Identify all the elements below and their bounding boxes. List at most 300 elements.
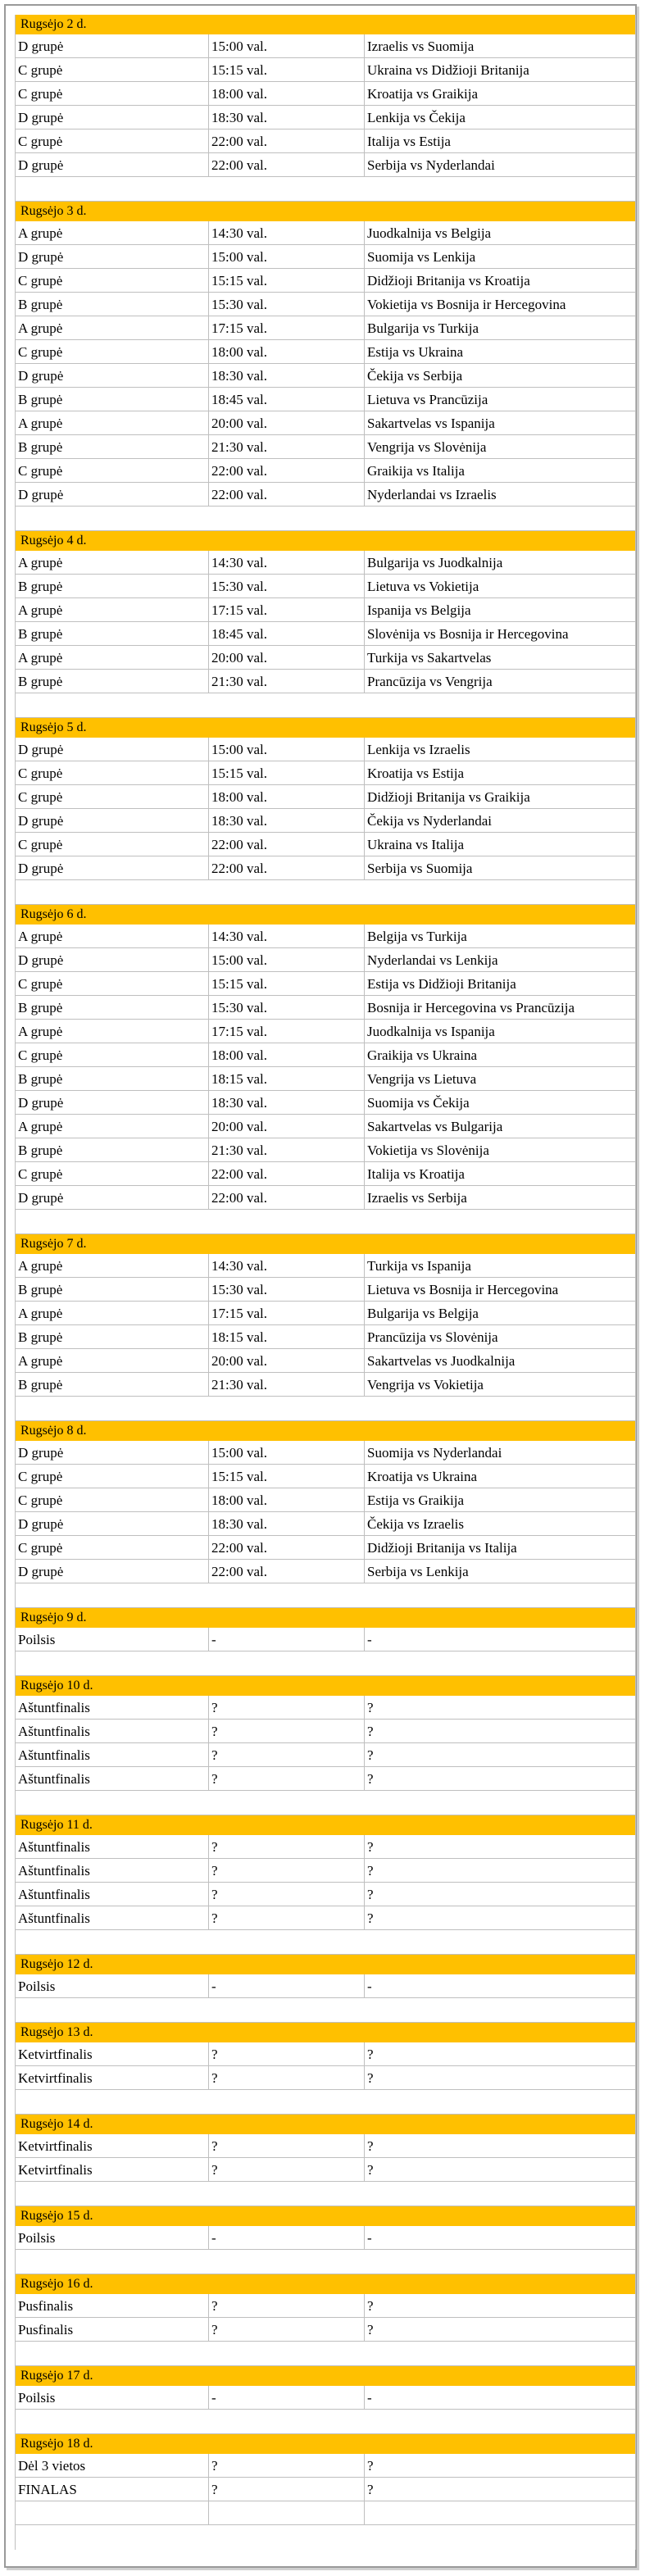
spacer-row [15,1583,636,1608]
match-cell: ? [364,1696,636,1720]
match-cell: Nyderlandai vs Izraelis [364,483,636,507]
table-row [15,340,636,364]
time-cell: ? [208,1835,364,1859]
table-row [15,2478,636,2501]
time-cell: 15:00 val. [208,738,364,761]
time-cell: 15:00 val. [208,34,364,58]
time-cell: ? [208,1743,364,1767]
table-row [15,1488,636,1512]
day-header: Rugsėjo 17 d. [15,2366,636,2386]
day-header: Rugsėjo 12 d. [15,1955,636,1974]
group-cell: D grupė [15,1441,208,1465]
match-cell: Nyderlandai vs Lenkija [364,948,636,972]
time-cell: ? [208,1883,364,1906]
time-cell: 18:45 val. [208,388,364,411]
time-cell: - [208,2226,364,2250]
match-cell: Bulgarija vs Belgija [364,1302,636,1325]
group-cell: A grupė [15,221,208,245]
time-cell: 15:30 val. [208,575,364,598]
day-header: Rugsėjo 2 d. [15,15,636,34]
spacer-row [15,1210,636,1234]
group-cell: C grupė [15,1488,208,1512]
table-row [15,58,636,82]
group-cell: Aštuntfinalis [15,1720,208,1743]
table-row [15,1162,636,1186]
group-cell: C grupė [15,269,208,293]
table-row [15,2294,636,2318]
group-cell: D grupė [15,1560,208,1583]
time-cell: 20:00 val. [208,1349,364,1373]
table-row [15,1883,636,1906]
time-cell: - [208,1974,364,1998]
table-row [15,1696,636,1720]
match-cell: ? [364,1906,636,1930]
match-cell: ? [364,1720,636,1743]
table-row [15,411,636,435]
table-row [15,1349,636,1373]
group-cell: C grupė [15,833,208,856]
group-cell: B grupė [15,1373,208,1397]
table-row [15,1138,636,1162]
match-cell: Vengrija vs Vokietija [364,1373,636,1397]
table-row [15,785,636,809]
table-row [15,948,636,972]
table-row [15,2066,636,2090]
table-row [15,1628,636,1651]
match-cell: Estija vs Ukraina [364,340,636,364]
time-cell: ? [208,2134,364,2158]
time-cell: 22:00 val. [208,1186,364,1210]
table-row [15,1186,636,1210]
match-cell: Slovėnija vs Bosnija ir Hercegovina [364,622,636,646]
table-row [15,1020,636,1043]
day-block [15,905,636,1234]
group-cell: D grupė [15,738,208,761]
group-cell: Poilsis [15,1974,208,1998]
match-cell: ? [364,1835,636,1859]
group-cell: A grupė [15,316,208,340]
day-block [15,2115,636,2206]
time-cell: 17:15 val. [208,1302,364,1325]
group-cell: B grupė [15,293,208,316]
table-row [15,1325,636,1349]
match-cell: Vokietija vs Slovėnija [364,1138,636,1162]
group-cell: Ketvirtfinalis [15,2158,208,2182]
table-row [15,738,636,761]
group-cell: D grupė [15,948,208,972]
match-cell: Kroatija vs Estija [364,761,636,785]
match-cell: Italija vs Estija [364,129,636,153]
time-cell: 22:00 val. [208,1162,364,1186]
group-cell: D grupė [15,1091,208,1115]
match-cell: Izraelis vs Suomija [364,34,636,58]
spacer-row [15,1998,636,2023]
day-block [15,2366,636,2434]
group-cell: C grupė [15,1536,208,1560]
group-cell: B grupė [15,575,208,598]
group-cell: Aštuntfinalis [15,1883,208,1906]
time-cell: 18:45 val. [208,622,364,646]
day-block [15,2206,636,2274]
match-cell: Prancūzija vs Vengrija [364,670,636,693]
spacer-row [15,2182,636,2206]
match-cell: Lenkija vs Izraelis [364,738,636,761]
group-cell [15,2501,208,2525]
table-row [15,82,636,106]
group-cell: B grupė [15,996,208,1020]
group-cell: B grupė [15,670,208,693]
match-cell: Estija vs Graikija [364,1488,636,1512]
match-cell: Kroatija vs Ukraina [364,1465,636,1488]
match-cell: Suomija vs Čekija [364,1091,636,1115]
time-cell: 15:15 val. [208,761,364,785]
table-row [15,2158,636,2182]
match-cell: ? [364,2066,636,2090]
table-row [15,293,636,316]
time-cell: ? [208,1859,364,1883]
table-row [15,1278,636,1302]
group-cell: Poilsis [15,1628,208,1651]
group-cell: D grupė [15,809,208,833]
time-cell: 18:15 val. [208,1325,364,1349]
table-row [15,2454,636,2478]
time-cell: 21:30 val. [208,670,364,693]
match-cell: Lietuva vs Vokietija [364,575,636,598]
day-header: Rugsėjo 10 d. [15,1676,636,1696]
match-cell: Serbija vs Suomija [364,856,636,880]
table-row [15,1859,636,1883]
group-cell: A grupė [15,598,208,622]
match-cell: Vengrija vs Slovėnija [364,435,636,459]
day-block [15,531,636,718]
table-row [15,1373,636,1397]
time-cell: ? [208,1696,364,1720]
group-cell: D grupė [15,106,208,129]
table-row [15,833,636,856]
day-block [15,15,636,202]
spacer-row [15,2525,636,2550]
time-cell: ? [208,1767,364,1791]
day-header: Rugsėjo 13 d. [15,2023,636,2042]
day-header: Rugsėjo 8 d. [15,1421,636,1441]
table-row [15,996,636,1020]
group-cell: D grupė [15,1186,208,1210]
table-row [15,972,636,996]
group-cell: Poilsis [15,2226,208,2250]
time-cell: 14:30 val. [208,551,364,575]
time-cell: 15:00 val. [208,1441,364,1465]
time-cell: 20:00 val. [208,646,364,670]
spacer-row [15,177,636,202]
time-cell: 18:15 val. [208,1067,364,1091]
group-cell: FINALAS [15,2478,208,2501]
table-row [15,153,636,177]
match-cell: Ukraina vs Italija [364,833,636,856]
time-cell: 22:00 val. [208,856,364,880]
match-cell: Ukraina vs Didžioji Britanija [364,58,636,82]
match-cell: - [364,1628,636,1651]
group-cell: D grupė [15,245,208,269]
day-header: Rugsėjo 18 d. [15,2434,636,2454]
time-cell: 14:30 val. [208,925,364,948]
spacer-row [15,1791,636,1815]
day-header: Rugsėjo 9 d. [15,1608,636,1628]
group-cell: Ketvirtfinalis [15,2042,208,2066]
group-cell: A grupė [15,1254,208,1278]
table-row [15,483,636,507]
match-cell: Italija vs Kroatija [364,1162,636,1186]
time-cell: - [208,2386,364,2410]
table-row [15,1067,636,1091]
day-header: Rugsėjo 16 d. [15,2274,636,2294]
table-row [15,1536,636,1560]
time-cell: ? [208,1720,364,1743]
group-cell: Aštuntfinalis [15,1696,208,1720]
group-cell: C grupė [15,58,208,82]
group-cell: B grupė [15,1278,208,1302]
group-cell: C grupė [15,761,208,785]
group-cell: C grupė [15,340,208,364]
match-cell: ? [364,1859,636,1883]
day-block [15,718,636,905]
group-cell: D grupė [15,1512,208,1536]
match-cell: Juodkalnija vs Belgija [364,221,636,245]
table-row [15,2318,636,2342]
table-row [15,1974,636,1998]
day-header: Rugsėjo 5 d. [15,718,636,738]
match-cell: Vengrija vs Lietuva [364,1067,636,1091]
group-cell: Aštuntfinalis [15,1906,208,1930]
match-cell: Serbija vs Lenkija [364,1560,636,1583]
group-cell: A grupė [15,1020,208,1043]
group-cell: Poilsis [15,2386,208,2410]
table-row [15,809,636,833]
match-cell: Belgija vs Turkija [364,925,636,948]
time-cell: ? [208,2294,364,2318]
group-cell: Aštuntfinalis [15,1767,208,1791]
table-row [15,34,636,58]
group-cell: B grupė [15,388,208,411]
time-cell: 22:00 val. [208,483,364,507]
group-cell: B grupė [15,1325,208,1349]
group-cell: D grupė [15,483,208,507]
table-row [15,221,636,245]
table-row [15,1720,636,1743]
table-row [15,670,636,693]
table-row [15,1043,636,1067]
table-row [15,1302,636,1325]
match-cell: Prancūzija vs Slovėnija [364,1325,636,1349]
match-cell: Graikija vs Italija [364,459,636,483]
table-row [15,2386,636,2410]
spacer-row [15,2410,636,2434]
match-cell: Kroatija vs Graikija [364,82,636,106]
match-cell: Turkija vs Ispanija [364,1254,636,1278]
table-row [15,459,636,483]
spacer-row [15,693,636,718]
table-row [15,761,636,785]
match-cell: Bosnija ir Hercegovina vs Prancūzija [364,996,636,1020]
match-cell: ? [364,2042,636,2066]
group-cell: Ketvirtfinalis [15,2066,208,2090]
match-cell: Didžioji Britanija vs Graikija [364,785,636,809]
table-row [15,925,636,948]
time-cell: 18:00 val. [208,340,364,364]
table-row [15,646,636,670]
match-cell: Čekija vs Nyderlandai [364,809,636,833]
spacer-row [15,1397,636,1421]
spacer-row [15,2342,636,2366]
group-cell: C grupė [15,459,208,483]
time-cell: 18:30 val. [208,809,364,833]
group-cell: Pusfinalis [15,2294,208,2318]
table-row [15,575,636,598]
group-cell: A grupė [15,1115,208,1138]
time-cell: 14:30 val. [208,1254,364,1278]
table-row [15,2042,636,2066]
day-block [15,202,636,531]
time-cell: 18:00 val. [208,785,364,809]
time-cell: 22:00 val. [208,129,364,153]
day-block [15,1608,636,1676]
time-cell: 18:00 val. [208,1488,364,1512]
time-cell: 21:30 val. [208,1373,364,1397]
match-cell: ? [364,2134,636,2158]
time-cell: ? [208,1906,364,1930]
table-row [15,1835,636,1859]
match-cell: Čekija vs Izraelis [364,1512,636,1536]
table-row [15,622,636,646]
match-cell: ? [364,2318,636,2342]
group-cell: C grupė [15,972,208,996]
day-header: Rugsėjo 15 d. [15,2206,636,2226]
match-cell: Sakartvelas vs Bulgarija [364,1115,636,1138]
document-frame [4,4,637,2568]
time-cell: 15:15 val. [208,972,364,996]
match-cell: Suomija vs Lenkija [364,245,636,269]
match-cell: ? [364,2294,636,2318]
group-cell: Aštuntfinalis [15,1743,208,1767]
table-row [15,364,636,388]
table-row [15,1441,636,1465]
day-block [15,1234,636,1421]
time-cell: 18:30 val. [208,364,364,388]
table-row [15,2134,636,2158]
table-row [15,2501,636,2525]
day-header: Rugsėjo 4 d. [15,531,636,551]
group-cell: A grupė [15,1302,208,1325]
time-cell: ? [208,2318,364,2342]
time-cell: 20:00 val. [208,1115,364,1138]
table-row [15,106,636,129]
group-cell: Pusfinalis [15,2318,208,2342]
table-row [15,1743,636,1767]
match-cell: Juodkalnija vs Ispanija [364,1020,636,1043]
time-cell: 18:00 val. [208,1043,364,1067]
time-cell: 17:15 val. [208,1020,364,1043]
match-cell: ? [364,2158,636,2182]
time-cell: 15:30 val. [208,293,364,316]
day-block [15,2023,636,2115]
spacer-row [15,2090,636,2115]
match-cell: Didžioji Britanija vs Italija [364,1536,636,1560]
table-row [15,856,636,880]
time-cell: 18:30 val. [208,1091,364,1115]
group-cell: D grupė [15,153,208,177]
match-cell: Čekija vs Serbija [364,364,636,388]
match-cell: Sakartvelas vs Juodkalnija [364,1349,636,1373]
match-cell: - [364,2226,636,2250]
time-cell: 21:30 val. [208,1138,364,1162]
match-cell [364,2501,636,2525]
time-cell: ? [208,2478,364,2501]
time-cell: 15:00 val. [208,948,364,972]
match-cell: Bulgarija vs Juodkalnija [364,551,636,575]
match-cell: Ispanija vs Belgija [364,598,636,622]
time-cell: 17:15 val. [208,598,364,622]
table-row [15,2226,636,2250]
spacer-row [15,880,636,905]
time-cell: 15:30 val. [208,996,364,1020]
group-cell: C grupė [15,1043,208,1067]
table-row [15,269,636,293]
time-cell: 18:30 val. [208,106,364,129]
spacer-row [15,1930,636,1955]
spacer-row [15,507,636,531]
group-cell: A grupė [15,551,208,575]
group-cell: D grupė [15,364,208,388]
match-cell: Lietuva vs Prancūzija [364,388,636,411]
time-cell: 22:00 val. [208,459,364,483]
group-cell: Aštuntfinalis [15,1859,208,1883]
time-cell: ? [208,2158,364,2182]
group-cell: B grupė [15,1067,208,1091]
match-cell: Izraelis vs Serbija [364,1186,636,1210]
time-cell: - [208,1628,364,1651]
match-cell: Bulgarija vs Turkija [364,316,636,340]
time-cell: 15:15 val. [208,269,364,293]
table-row [15,1465,636,1488]
time-cell: ? [208,2042,364,2066]
table-row [15,1091,636,1115]
group-cell: C grupė [15,82,208,106]
match-cell: Vokietija vs Bosnija ir Hercegovina [364,293,636,316]
group-cell: C grupė [15,1465,208,1488]
group-cell: Dėl 3 vietos [15,2454,208,2478]
time-cell: 20:00 val. [208,411,364,435]
table-row [15,1906,636,1930]
group-cell: B grupė [15,435,208,459]
time-cell: 22:00 val. [208,1536,364,1560]
table-row [15,388,636,411]
match-cell: Suomija vs Nyderlandai [364,1441,636,1465]
day-block [15,1676,636,1815]
table-row [15,1115,636,1138]
group-cell: C grupė [15,129,208,153]
time-cell: 22:00 val. [208,833,364,856]
group-cell: C grupė [15,1162,208,1186]
time-cell: 15:30 val. [208,1278,364,1302]
time-cell: 18:30 val. [208,1512,364,1536]
group-cell: C grupė [15,785,208,809]
day-block [15,1815,636,1955]
time-cell: 14:30 val. [208,221,364,245]
spacer-row [15,1651,636,1676]
match-cell: ? [364,1743,636,1767]
day-header: Rugsėjo 7 d. [15,1234,636,1254]
match-cell: Didžioji Britanija vs Kroatija [364,269,636,293]
group-cell: Aštuntfinalis [15,1835,208,1859]
